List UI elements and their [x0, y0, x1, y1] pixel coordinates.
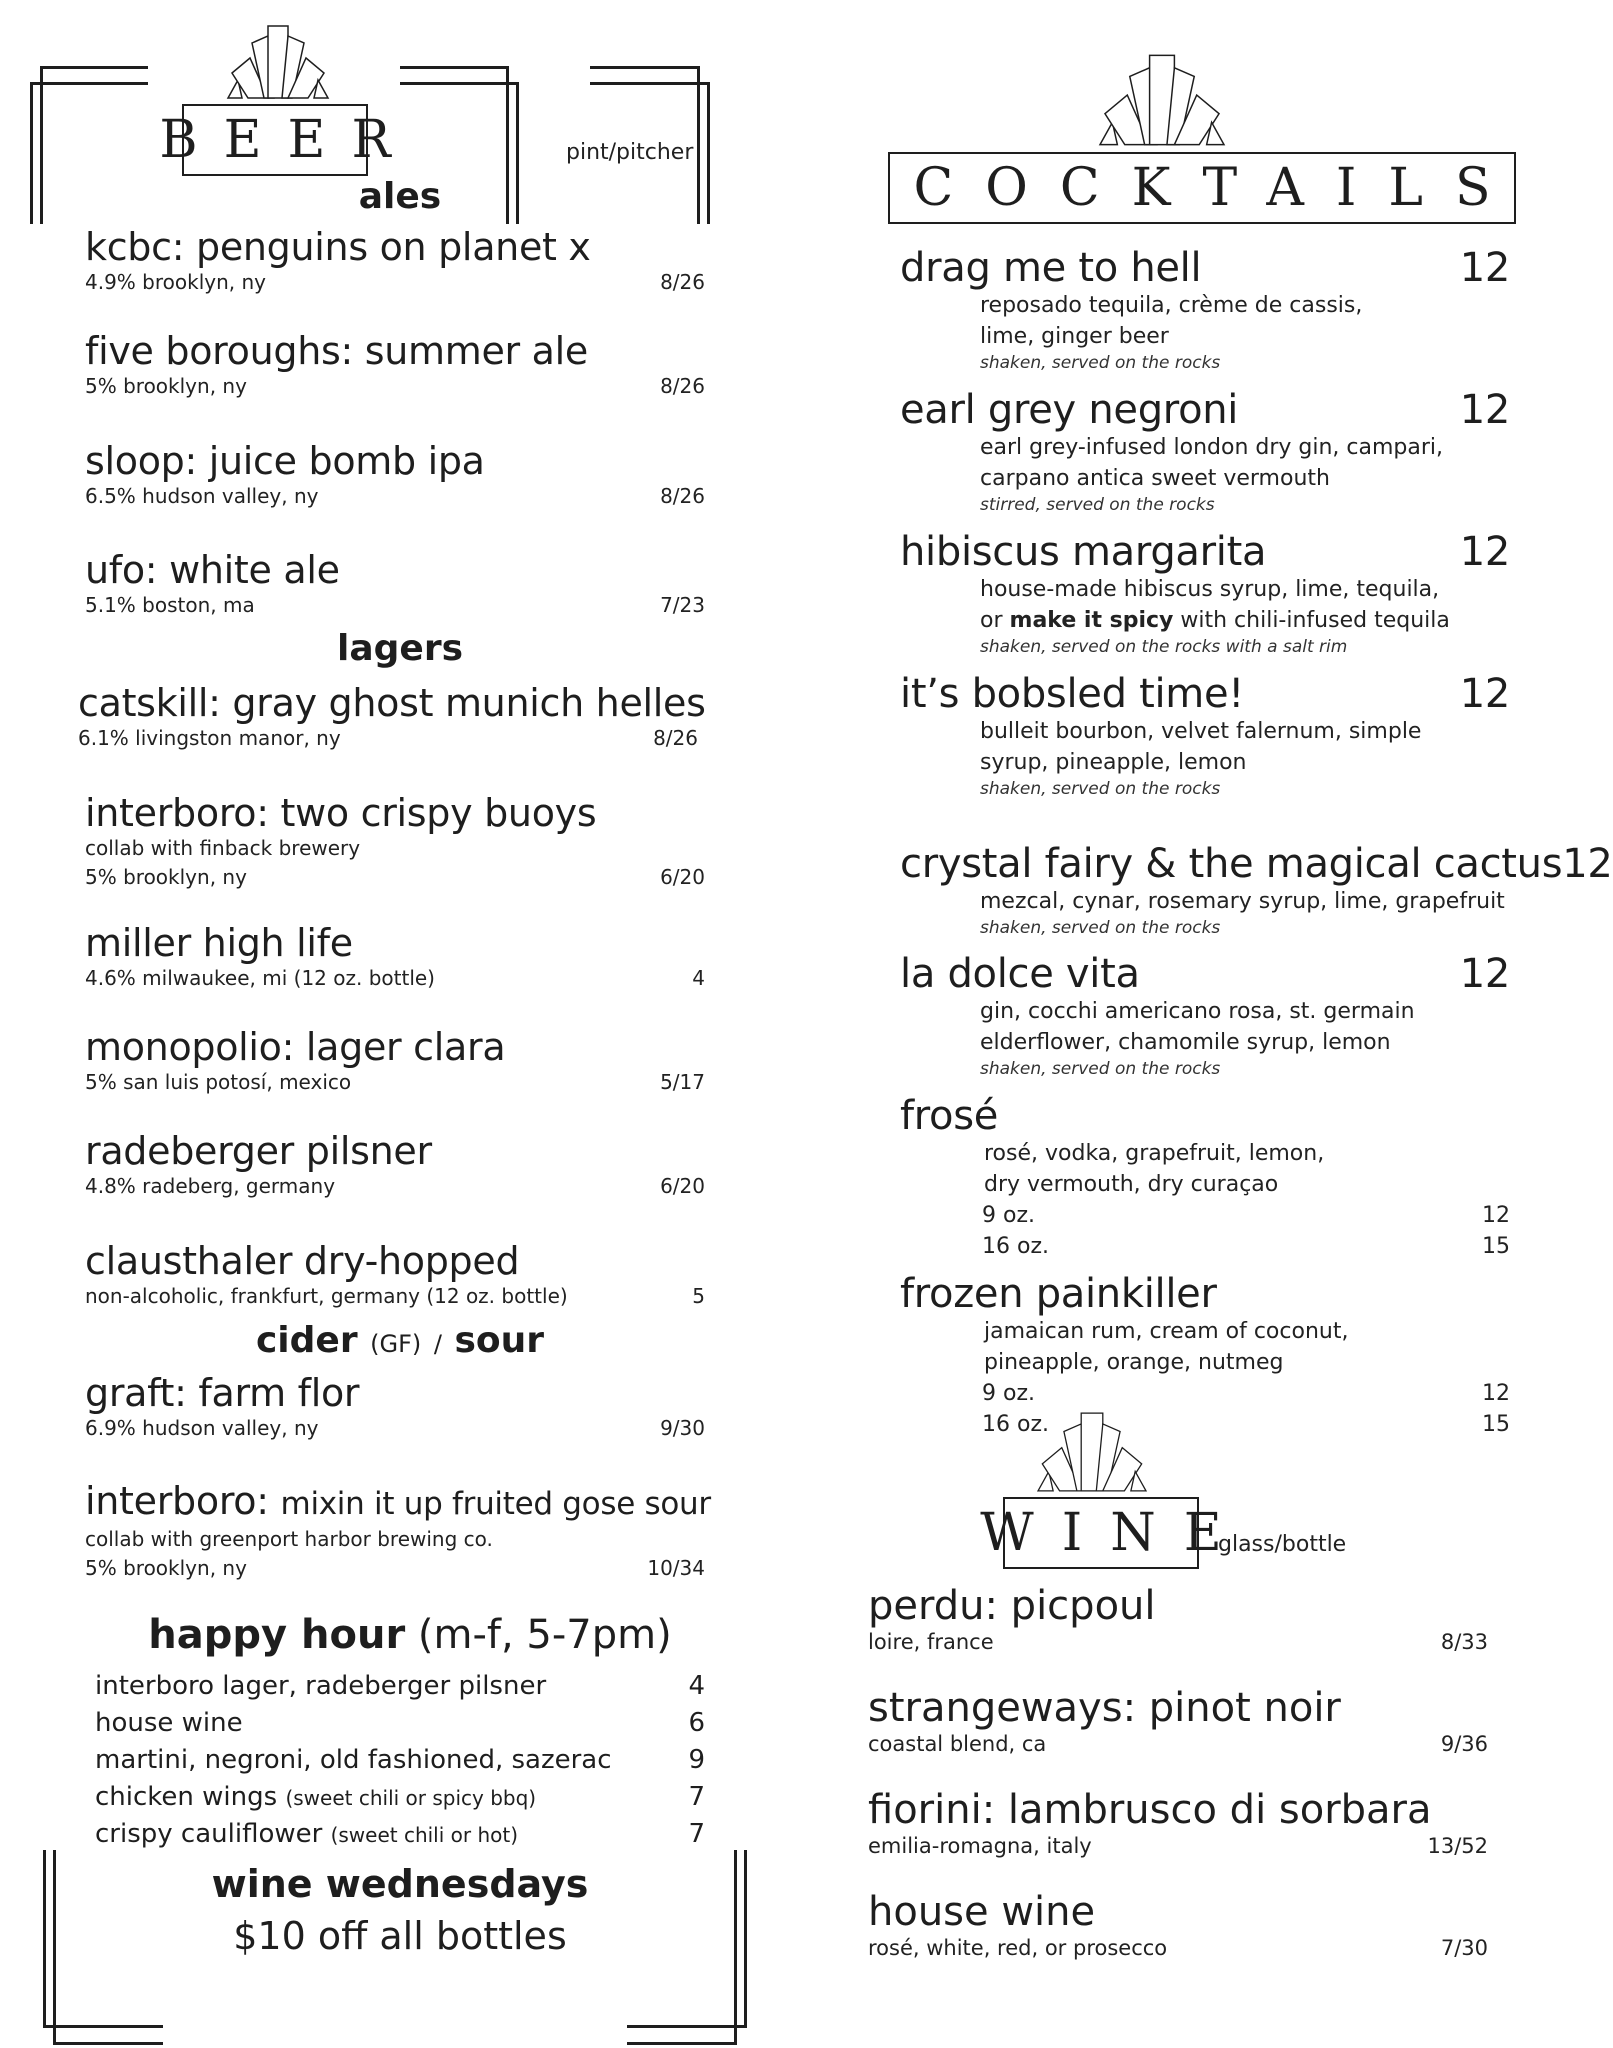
cocktail-desc: jamaican rum, cream of coconut,: [984, 1319, 1349, 1344]
hh-item-price: 6: [688, 1708, 705, 1738]
beer-details: 4.6% milwaukee, mi (12 oz. bottle): [85, 966, 435, 990]
cocktail-item[interactable]: [900, 246, 1510, 374]
cocktails-title: COCKTAILS: [913, 158, 1523, 218]
beer-item[interactable]: [85, 330, 705, 401]
frame-line: [744, 1850, 747, 2028]
desc-text: or: [980, 608, 1003, 633]
beer-style: mixin it up fruited gose sour: [280, 1486, 711, 1522]
size-label: 16 oz.: [982, 1234, 1049, 1259]
frame-line: [53, 1850, 56, 2045]
beer-price: 8/26: [660, 374, 705, 398]
happy-hour-item[interactable]: [95, 1816, 705, 1854]
wine-name: fiorini: lambrusco di sorbara: [868, 1787, 1432, 1833]
art-deco-fan-icon: [228, 24, 328, 100]
cocktail-item[interactable]: [900, 841, 1613, 939]
cocktail-method: shaken, served on the rocks: [980, 1059, 1221, 1079]
beer-name: clausthaler dry-hopped: [85, 1239, 520, 1283]
beer-price: 7/23: [660, 593, 705, 617]
frame-line: [734, 1850, 737, 2045]
cocktail-desc: lime, ginger beer: [980, 324, 1169, 349]
cocktail-price: 12: [1459, 529, 1510, 575]
beer-title: BEER: [159, 110, 417, 170]
size-option[interactable]: [982, 1200, 1510, 1231]
hh-item-price: 9: [688, 1745, 705, 1775]
cocktail-desc: syrup, pineapple, lemon: [980, 750, 1247, 775]
cocktail-desc: mezcal, cynar, rosemary syrup, lime, grapefruit: [980, 889, 1505, 914]
beer-item[interactable]: [85, 1026, 705, 1097]
size-label: 9 oz.: [982, 1381, 1035, 1406]
hh-item-price: 4: [688, 1671, 705, 1701]
happy-hour-item[interactable]: [95, 1705, 705, 1742]
beer-note: collab with finback brewery: [85, 836, 361, 860]
wine-price: 7/30: [1440, 1936, 1488, 1960]
cocktails-title-box: [888, 152, 1523, 224]
size-price: 12: [1482, 1381, 1510, 1406]
beer-price: 6/20: [660, 865, 705, 889]
cocktail-method: shaken, served on the rocks with a salt rim: [980, 637, 1348, 657]
beer-item[interactable]: [85, 1372, 705, 1443]
beer-name: five boroughs: summer ale: [85, 329, 588, 373]
frame-line: [707, 82, 710, 224]
beer-name: kcbc: penguins on planet x: [85, 225, 591, 269]
frame-line: [627, 2042, 737, 2045]
beer-details: 4.9% brooklyn, ny: [85, 270, 266, 294]
gluten-free-note: (GF): [370, 1330, 422, 1358]
wine-item[interactable]: [868, 1584, 1488, 1656]
hh-item-name: house wine: [95, 1708, 243, 1738]
fan-svg: [228, 24, 328, 100]
beer-unit-label: pint/pitcher: [566, 140, 694, 165]
beer-price: 10/34: [647, 1556, 705, 1580]
beer-name: radeberger pilsner: [85, 1129, 432, 1173]
beer-details: 4.8% radeberg, germany: [85, 1174, 336, 1198]
beer-name: sloop: juice bomb ipa: [85, 439, 485, 483]
beer-item[interactable]: [85, 1240, 705, 1311]
beer-item[interactable]: [85, 549, 705, 620]
happy-hour-item[interactable]: [95, 1742, 705, 1779]
art-deco-fan-icon: [1038, 1410, 1146, 1494]
beer-details: 5% san luis potosí, mexico: [85, 1070, 352, 1094]
wine-title: WINE: [980, 1503, 1250, 1563]
beer-details: 5% brooklyn, ny: [85, 374, 247, 398]
beer-details: 6.9% hudson valley, ny: [85, 1416, 319, 1440]
beer-item[interactable]: [85, 440, 705, 511]
beer-item[interactable]: [85, 1479, 711, 1583]
cocktail-desc: [980, 605, 1510, 636]
cocktail-price: 12: [1459, 245, 1510, 291]
cocktail-desc: rosé, vodka, grapefruit, lemon,: [984, 1141, 1325, 1166]
wine-name: perdu: picpoul: [868, 1583, 1156, 1629]
wine-details: rosé, white, red, or prosecco: [868, 1936, 1168, 1960]
beer-details: 5% brooklyn, ny: [85, 865, 247, 889]
cocktail-desc: elderflower, chamomile syrup, lemon: [980, 1030, 1391, 1055]
beer-item[interactable]: [78, 681, 706, 753]
wine-name: house wine: [868, 1889, 1096, 1935]
cocktail-desc: carpano antica sweet vermouth: [980, 466, 1330, 491]
hh-item-name: martini, negroni, old fashioned, sazerac: [95, 1745, 612, 1775]
size-label: 16 oz.: [982, 1412, 1049, 1437]
cider-heading: cider: [255, 1320, 358, 1361]
beer-name: graft: farm flor: [85, 1371, 360, 1415]
cocktail-name: crystal fairy & the magical cactus: [900, 841, 1563, 887]
wine-details: emilia-romagna, italy: [868, 1834, 1092, 1858]
frame-line: [43, 2025, 163, 2028]
category-heading-lagers: lagers: [337, 628, 463, 669]
beer-details: 6.5% hudson valley, ny: [85, 484, 319, 508]
beer-item[interactable]: [85, 922, 705, 993]
beer-item[interactable]: [85, 1130, 705, 1201]
frame-line: [697, 66, 700, 224]
wine-name: strangeways: pinot noir: [868, 1685, 1341, 1731]
happy-hour-times: (m-f, 5-7pm): [417, 1612, 672, 1658]
cocktail-method: shaken, served on the rocks: [980, 779, 1221, 799]
hh-item-note: (sweet chili or hot): [330, 1823, 519, 1847]
frame-line: [30, 82, 33, 224]
cocktail-item[interactable]: [900, 952, 1510, 1080]
beer-name: miller high life: [85, 921, 353, 965]
wine-item[interactable]: [868, 1788, 1488, 1860]
cocktail-item[interactable]: [900, 672, 1510, 800]
cocktail-name: drag me to hell: [900, 245, 1202, 291]
beer-price: 6/20: [660, 1174, 705, 1198]
wine-details: coastal blend, ca: [868, 1732, 1047, 1756]
cocktail-item[interactable]: [900, 1094, 1510, 1262]
size-option[interactable]: [982, 1378, 1510, 1409]
art-deco-fan-icon: [1100, 52, 1224, 148]
happy-hour-item[interactable]: [95, 1779, 705, 1817]
size-price: 12: [1482, 1203, 1510, 1228]
beer-price: 5: [692, 1284, 705, 1308]
beer-price: 4: [692, 966, 705, 990]
wine-price: 9/36: [1440, 1732, 1488, 1756]
hh-item-name: crispy cauliflower: [95, 1819, 323, 1849]
beer-price: 8/26: [660, 270, 705, 294]
beer-details: non-alcoholic, frankfurt, germany (12 oz. bottle): [85, 1284, 568, 1308]
cocktail-desc: bulleit bourbon, velvet falernum, simple: [980, 719, 1422, 744]
wine-unit-label: glass/bottle: [1218, 1532, 1347, 1557]
wine-wednesdays-title: wine wednesdays: [211, 1862, 589, 1906]
hh-item-name: chicken wings: [95, 1782, 278, 1812]
category-heading-ales: ales: [358, 176, 442, 217]
beer-details: 5% brooklyn, ny: [85, 1556, 247, 1580]
cocktail-method: shaken, served on the rocks: [980, 918, 1221, 938]
beer-name: monopolio: lager clara: [85, 1025, 506, 1069]
wine-details: loire, france: [868, 1630, 994, 1654]
frame-line: [590, 66, 698, 69]
wine-wednesdays-offer: $10 off all bottles: [233, 1914, 567, 1958]
hh-item-note: (sweet chili or spicy bbq): [285, 1786, 537, 1810]
happy-hour-title: [100, 1612, 720, 1658]
beer-price: 8/26: [653, 726, 698, 750]
beer-price: 5/17: [660, 1070, 705, 1094]
beer-details: 5.1% boston, ma: [85, 593, 255, 617]
cocktail-desc: gin, cocchi americano rosa, st. germain: [980, 999, 1415, 1024]
wine-price: 8/33: [1440, 1630, 1488, 1654]
cocktail-name: frosé: [900, 1093, 999, 1139]
frame-line: [40, 66, 148, 69]
size-price: 15: [1482, 1234, 1510, 1259]
frame-line: [590, 82, 708, 85]
happy-hour-label: happy hour: [148, 1612, 406, 1658]
frame-line: [627, 2025, 747, 2028]
cocktail-price: 12: [1459, 387, 1510, 433]
wine-item[interactable]: [868, 1686, 1488, 1758]
frame-line: [53, 2042, 163, 2045]
cocktail-item[interactable]: [900, 388, 1510, 516]
cocktail-name: frozen painkiller: [900, 1271, 1217, 1317]
beer-name: interboro: two crispy buoys: [85, 791, 597, 835]
happy-hour-item[interactable]: [95, 1668, 705, 1705]
frame-line: [40, 66, 43, 224]
cocktail-price: 12: [1459, 951, 1510, 997]
beer-item[interactable]: [85, 226, 705, 297]
desc-text: with chili-infused tequila: [1180, 608, 1450, 633]
size-price: 15: [1482, 1412, 1510, 1437]
cocktail-desc: reposado tequila, crème de cassis,: [980, 293, 1363, 318]
cocktail-name: it’s bobsled time!: [900, 671, 1244, 717]
hh-item-name: interboro lager, radeberger pilsner: [95, 1671, 547, 1701]
cocktail-name: hibiscus margarita: [900, 529, 1267, 575]
cocktail-price: 12: [1562, 841, 1613, 887]
frame-line: [400, 66, 508, 69]
cocktail-desc: earl grey-infused london dry gin, campari,: [980, 435, 1444, 460]
cocktail-item[interactable]: [900, 530, 1510, 658]
cocktail-method: shaken, served on the rocks: [980, 353, 1221, 373]
fan-svg: [1038, 1410, 1146, 1494]
fan-svg: [1100, 52, 1224, 148]
cocktail-desc: dry vermouth, dry curaçao: [984, 1172, 1279, 1197]
beer-name: catskill: gray ghost munich helles: [78, 681, 706, 725]
frame-line: [400, 82, 518, 85]
beer-note: collab with greenport harbor brewing co.: [85, 1527, 493, 1551]
cocktail-name: earl grey negroni: [900, 387, 1239, 433]
cocktail-method: stirred, served on the rocks: [980, 495, 1215, 515]
beer-item[interactable]: [85, 792, 705, 892]
cocktail-price: 12: [1459, 671, 1510, 717]
hh-item-price: 7: [688, 1782, 705, 1812]
frame-line: [43, 1850, 46, 2028]
sour-heading: sour: [454, 1320, 545, 1361]
beer-name: [85, 1479, 711, 1525]
cocktail-desc: house-made hibiscus syrup, lime, tequila,: [980, 577, 1440, 602]
category-heading-cider-sour: [150, 1320, 650, 1361]
wine-item[interactable]: [868, 1890, 1488, 1962]
beer-details: 6.1% livingston manor, ny: [78, 726, 341, 750]
wine-title-box: [980, 1497, 1250, 1569]
frame-line: [30, 82, 148, 85]
wine-price: 13/52: [1427, 1834, 1488, 1858]
beer-brewery: interboro:: [85, 1479, 269, 1523]
beer-title-box: [159, 104, 417, 176]
hh-item-price: 7: [688, 1819, 705, 1849]
spicy-option: make it spicy: [1009, 608, 1174, 633]
cocktail-name: la dolce vita: [900, 951, 1140, 997]
beer-price: 9/30: [660, 1416, 705, 1440]
cocktail-desc: pineapple, orange, nutmeg: [984, 1350, 1284, 1375]
heading-separator: /: [433, 1330, 442, 1358]
size-option[interactable]: [982, 1231, 1510, 1262]
size-label: 9 oz.: [982, 1203, 1035, 1228]
cocktail-item[interactable]: [900, 1272, 1510, 1440]
beer-price: 8/26: [660, 484, 705, 508]
beer-name: ufo: white ale: [85, 548, 340, 592]
